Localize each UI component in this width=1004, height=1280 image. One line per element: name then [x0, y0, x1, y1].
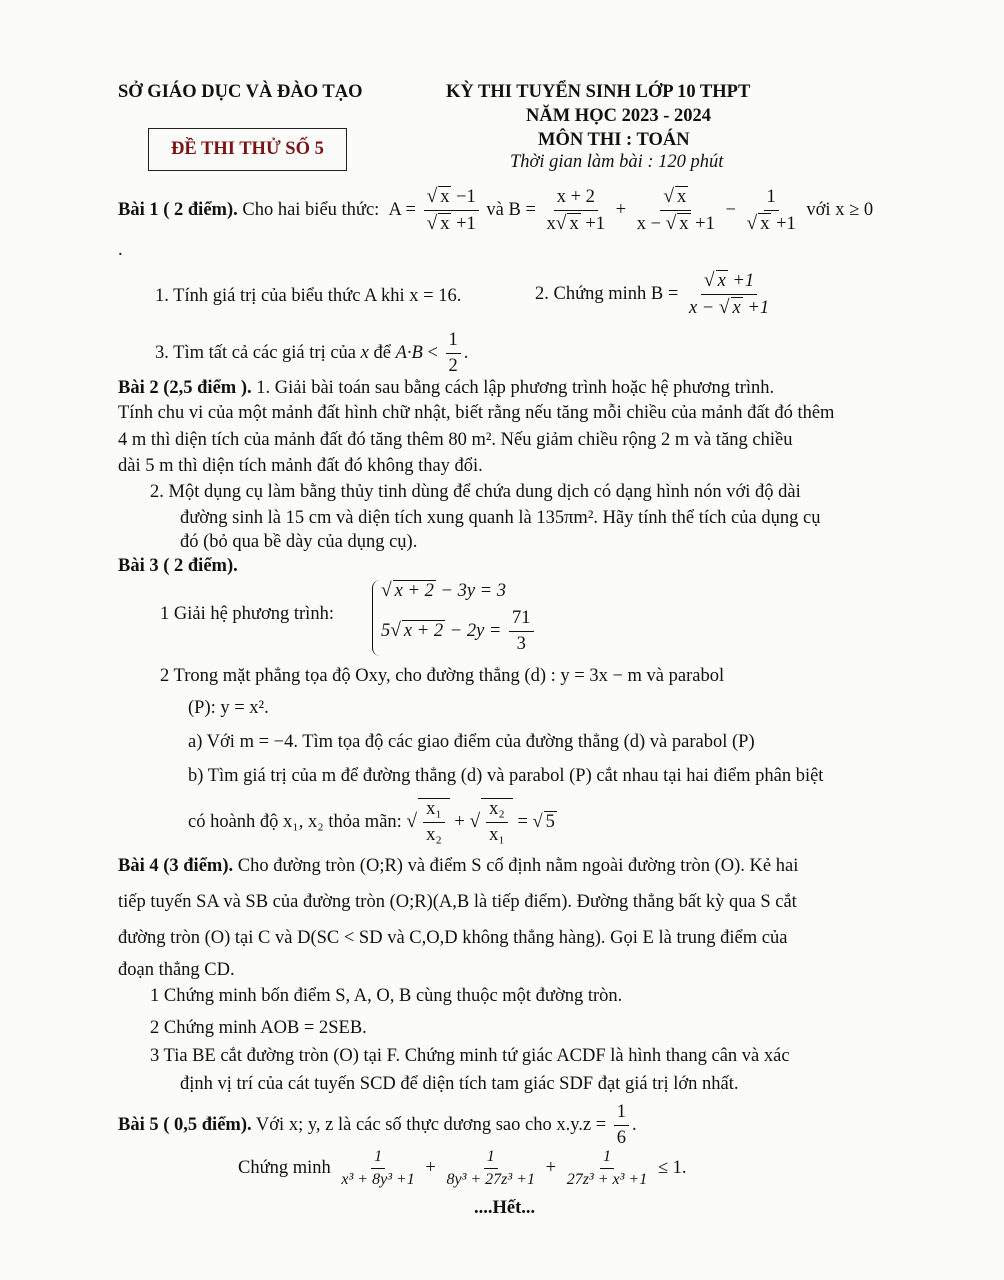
- bai4-q3-l1: 3 Tia BE cắt đường tròn (O) tại F. Chứng minh tứ giác ACDF là hình thang cân và xác: [150, 1046, 790, 1066]
- bai5-line: Bài 5 ( 0,5 điểm). Với x; y, z là các số thực dương sao cho x.y.z = $\frac{1}{6}$ .: [118, 1102, 637, 1149]
- bai2-q2-l2: đường sinh là 15 cm và diện tích xung quanh là 135πm². Hãy tính thể tích của dụng cụ: [180, 508, 821, 528]
- bai4-l1: Cho đường tròn (O;R) và điểm S cố định nằm ngoài đường tròn (O). Kẻ hai: [237, 856, 799, 876]
- bai4-q1: 1 Chứng minh bốn điểm S, A, O, B cùng thuộc một đường tròn.: [150, 986, 623, 1006]
- bai4-l2: tiếp tuyến SA và SB của đường tròn (O;R)(A,B là tiếp điểm). Đường thẳng bất kỳ qua S cắt: [118, 892, 797, 912]
- bai1-title: Bài 1 ( 2 điểm).: [118, 200, 238, 221]
- bai5-prove-line: Chứng minh $\frac{1}{\text{x³ + 8y³ +1}}$ + $\frac{1}{\text{8y³ + 27z³ +1}}$ + $\frac{1}{\text{27z³ + x³ +1}}$ ≤ 1.: [238, 1148, 687, 1189]
- expr-A: A = $\frac{√ x -1}{√ x +1}$: [384, 200, 487, 220]
- school-year: NĂM HỌC 2023 - 2024: [526, 106, 711, 126]
- bai1-line: [118, 186, 873, 236]
- exam-title: KỲ THI TUYỂN SINH LỚP 10 THPT: [446, 82, 751, 102]
- bai1-q3-tail: để: [373, 343, 391, 364]
- expr-B: B = $\frac{x + 2}{x√ x +1}$ + $\frac{√ x}{x - √ x +1}$ − $\frac{1}{√ x +1}$: [508, 186, 796, 235]
- bai3-q2-l2: (P): y = x².: [188, 698, 269, 718]
- bai1-q3: 3. Tìm tất cả các giá trị của: [155, 343, 357, 364]
- trial-label-box: [148, 128, 347, 171]
- bai3-q1: 1 Giải hệ phương trình:: [160, 604, 334, 624]
- end-marker: ....Hết...: [474, 1198, 536, 1218]
- bai3-qb2: có hoành độ x₁, x₂ thỏa mãn:: [188, 812, 402, 833]
- bai3-qa: a) Với m = −4. Tìm tọa độ các giao điểm của đường thẳng (d) và parabol (P): [188, 732, 755, 752]
- bai2-q2-l1: 2. Một dụng cụ làm bằng thủy tinh dùng để chứa dung dịch có dạng hình nón với độ dài: [150, 482, 801, 502]
- bai4-l1-line: [118, 856, 798, 877]
- equation-system: √ x + 2 − 3y = 3 5√ x + 2 − 2y = $\frac{71}{3}$: [372, 580, 537, 656]
- bai4-l3: đường tròn (O) tại C và D(SC < SD và C,O,D không thẳng hàng). Gọi E là trung điểm của: [118, 928, 788, 948]
- bai1-q3-line: 3. Tìm tất cả các giá trị của x để A·B < $\frac{1}{2}$ .: [155, 330, 469, 377]
- department-name: SỞ GIÁO DỤC VÀ ĐÀO TẠO: [118, 82, 363, 102]
- bai1-q2: 2. Chứng minh: [535, 284, 647, 305]
- bai3-q2-l1: 2 Trong mặt phẳng tọa độ Oxy, cho đường thẳng (d) : y = 3x − m và parabol: [160, 666, 725, 686]
- bai1-conj: và: [486, 200, 504, 221]
- bai4-q2: 2 Chứng minh AOB = 2SEB.: [150, 1018, 367, 1038]
- bai4-q3-l2: định vị trí của cát tuyến SCD để diện tích tam giác SDF đạt giá trị lớn nhất.: [180, 1074, 739, 1094]
- bai2-title: Bài 2 (2,5 điểm ).: [118, 378, 252, 398]
- bai2-p1: Tính chu vi của một mảnh đất hình chữ nhật, biết rằng nếu tăng mỗi chiều của mảnh đất đó thêm: [118, 403, 835, 423]
- bai5-l1: Với x; y, z là các số thực dương sao cho x.y.z =: [255, 1115, 607, 1136]
- bai2-head: [118, 378, 774, 399]
- bai4-l4: đoạn thẳng CD.: [118, 960, 235, 980]
- bai3-title: Bài 3 ( 2 điểm).: [118, 556, 238, 576]
- subject: MÔN THI : TOÁN: [538, 130, 690, 150]
- bai3-qb1: b) Tìm giá trị của m để đường thẳng (d) và parabol (P) cắt nhau tại hai điểm phân biệt: [188, 766, 824, 786]
- trial-label: ĐỀ THI THỬ SỐ 5: [171, 139, 324, 159]
- bai2-q2-l3: đó (bỏ qua bề dày của dụng cụ).: [180, 532, 418, 552]
- bai2-q1-head: 1. Giải bài toán sau bằng cách lập phương trình hoặc hệ phương trình.: [256, 378, 775, 398]
- bai2-p2: 4 m thì diện tích của mảnh đất đó tăng thêm 80 m². Nếu giảm chiều rộng 2 m và tăng chiều: [118, 430, 793, 450]
- bai5-prove: Chứng minh: [238, 1158, 331, 1179]
- bai4-title: Bài 4 (3 điểm).: [118, 856, 234, 876]
- bai3-qb2-line: có hoành độ x₁, x₂ thỏa mãn: √ $\frac{\text{x₁}}{\text{x₂}}$ + √ $\frac{\text{x₂}}{\text{x₁}}$ = √ 5: [188, 799, 555, 846]
- bai5-title: Bài 5 ( 0,5 điểm).: [118, 1115, 252, 1136]
- bai2-p3: dài 5 m thì diện tích mảnh đất đó không thay đổi.: [118, 456, 483, 476]
- stray-dot: .: [118, 240, 123, 260]
- bai1-cond: với x ≥ 0: [806, 200, 874, 221]
- bai1-intro: Cho hai biểu thức:: [242, 200, 380, 221]
- bai1-q1: 1. Tính giá trị của biểu thức A khi x = 16.: [155, 286, 462, 306]
- duration: Thời gian làm bài : 120 phút: [510, 152, 724, 172]
- bai1-q2-line: 2. Chứng minh B = $\frac{√ x +1}{x - √ x +1}$: [535, 270, 770, 319]
